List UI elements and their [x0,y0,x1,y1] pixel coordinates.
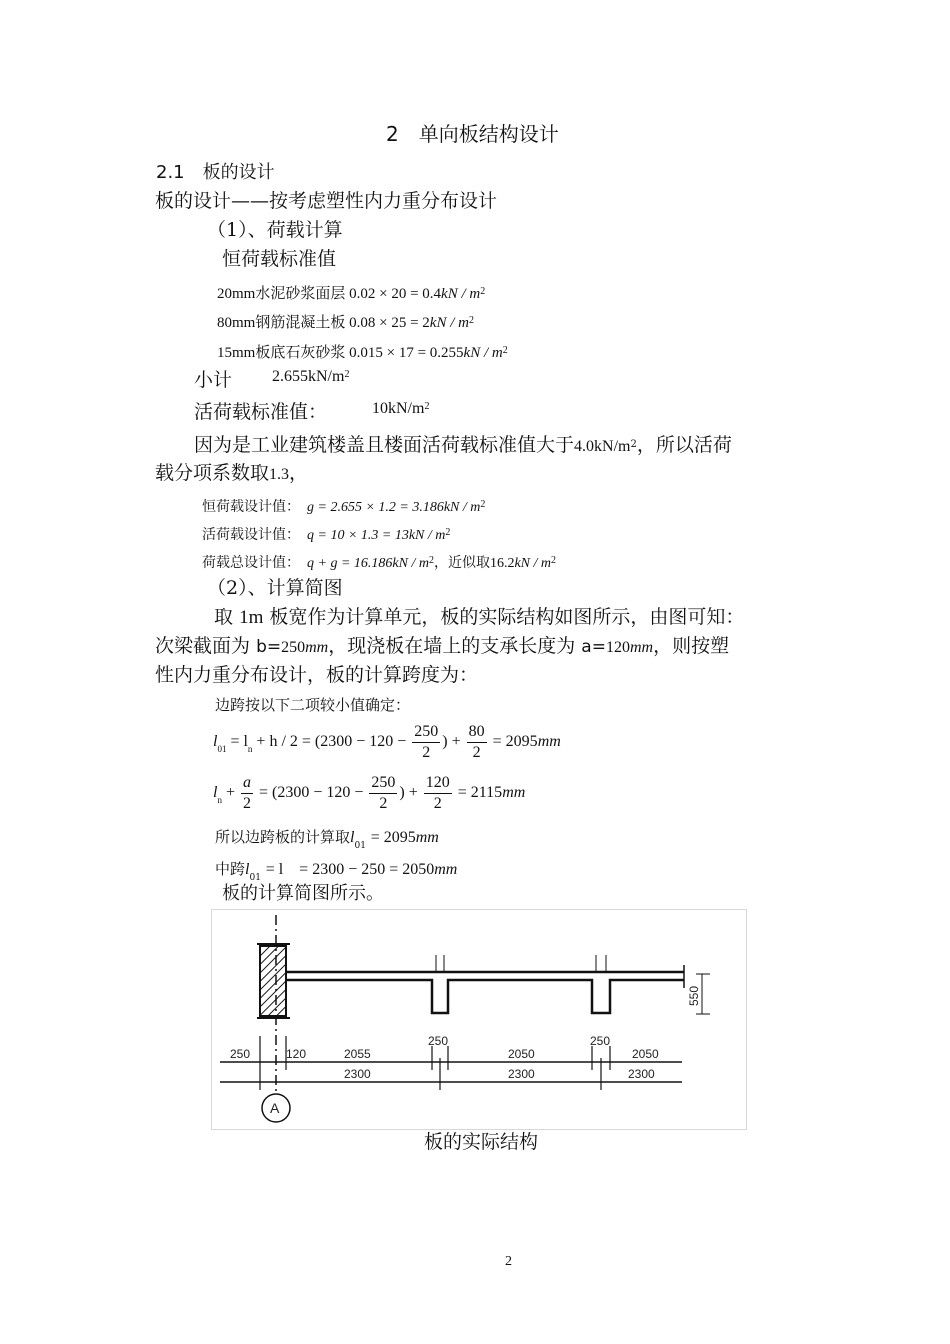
live-load-value: $10kN/m^2$ [372,400,430,417]
slab-structure-drawing [211,909,747,1130]
edge-span-intro: 边跨按以下二项较小值确定： [215,696,411,714]
dim-support-120: 120 [286,1047,307,1061]
dead-load-item: 80mm钢筋混凝土板 $0.08 \times 25 = 2kN / m^2$ [217,315,474,331]
subtotal-label: 小计 [194,369,233,391]
dead-load-heading: 恒荷载标准值 [222,248,337,270]
edge-span-equation-1: $l_{01} = l_n + h / 2 = (2300 - 120$ − $\frac{250}{2}$ ) + $\frac{80}{2}$ = 2095mm [213,723,561,761]
dim-span-2300: 2300 [344,1067,371,1081]
figure-intro: 板的计算简图所示。 [222,883,384,904]
dim-end-clear-2050: 2050 [632,1047,659,1061]
span-paragraph-2: 次梁截面为 b=250mm，现浇板在墙上的支承长度为 a=120mm，则按塑 [155,635,730,657]
edge-span-conclusion: 所以边跨板的计算取$l_{01} = 2095mm$ [215,828,439,851]
span-paragraph-1: 取 1m 板宽作为计算单元，板的实际结构如图所示，由图可知： [214,606,745,628]
dead-design-value: 恒荷载设计值： $g = 2.655 \times 1.2 = 3.186kN / m^2$ [202,499,486,515]
dim-edge-clear-2055: 2055 [344,1047,371,1061]
dim-beam-250: 250 [428,1034,449,1048]
axis-label: A [270,1100,280,1116]
middle-span: 中跨$l_{01} = l$ = 2300 − 250 = 2050mm [215,860,458,883]
figure-caption: 板的实际结构 [424,1131,539,1153]
dim-wall-250: 250 [230,1047,251,1061]
total-design-value: 荷载总设计值： $q + g = 16.186kN / m^2$，近似取$16.2kN / m^2$ [202,555,557,571]
span-heading: （2）、计算简图 [207,577,343,599]
section-title: 2.1 板的设计 [156,162,275,183]
subtotal-value: $2.655kN/m^2$ [272,368,350,385]
loads-heading: （1）、荷载计算 [207,219,343,241]
beam-depth-label: 550 [687,985,701,1006]
wall-hatch [260,946,286,1016]
edge-span-equation-2: $l_n$ + $\frac{a}{2}$ = (2300 − 120 − $\frac{250}{2}$ ) + $\frac{120}{2}$ = 2115mm [213,774,526,812]
slab-bottom-with-beams [286,980,684,1013]
dim-middle-clear-2050: 2050 [508,1047,535,1061]
design-method: 板的设计——按考虑塑性内力重分布设计 [155,190,498,212]
dim-beam-250: 250 [590,1034,611,1048]
span-paragraph-3: 性内力重分布设计，板的计算跨度为： [155,664,479,686]
dim-span-2300: 2300 [508,1067,535,1081]
dead-load-item: 15mm板底石灰砂浆 $0.015 \times 17 = 0.255kN / m^2$ [217,345,508,361]
live-load-label: 活荷载标准值： [194,401,328,423]
chapter-title: 2 单向板结构设计 [386,122,559,146]
dim-span-2300: 2300 [628,1067,655,1081]
dead-load-item: 20mm水泥砂浆面层 $0.02 \times 20 = 0.4kN / m^2$ [217,286,486,302]
live-design-value: 活荷载设计值： $q = 10 \times 1.3 = 13kN / m^2$ [202,527,451,543]
factor-sentence-2: 载分项系数取1.3， [155,462,309,484]
page-number: 2 [505,1254,512,1269]
factor-sentence-1: 因为是工业建筑楼盖且楼面活荷载标准值大于$4.0kN/m^2$，所以活荷 [194,434,732,456]
